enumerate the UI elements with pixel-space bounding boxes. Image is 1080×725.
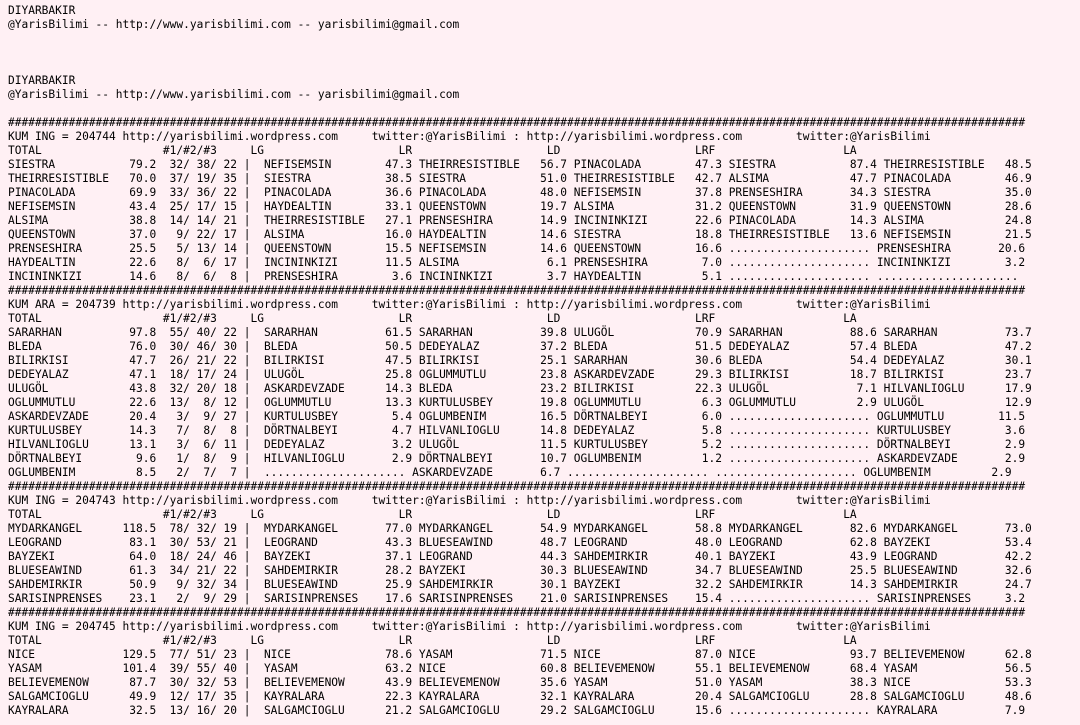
contact-line: @YarisBilimi -- http://www.yarisbilimi.com -- yarisbilimi@gmail.com bbox=[8, 18, 460, 31]
ranking-row: LEOGRAND 83.1 30/ 53/ 21 | LEOGRAND 43.3 BLUESEAWIND 48.7 LEOGRAND 48.0 LEOGRAND 62.8 BAYZEKI 53.4 bbox=[8, 536, 1032, 549]
ranking-row: KAYRALARA 32.5 13/ 16/ 20 | SALGAMCIOGLU 21.2 SALGAMCIOGLU 29.2 SALGAMCIOGLU 15.6 ..................... KAYRALARA 7.9 bbox=[8, 704, 1026, 717]
ranking-row: OGLUMMUTLU 22.6 13/ 8/ 12 | OGLUMMUTLU 13.3 KURTULUSBEY 19.8 OGLUMMUTLU 6.3 OGLUMMUTLU 2.9 ULUGÖL 12.9 bbox=[8, 396, 1032, 409]
race-header-line: KUM ING = 204745 http://yarisbilimi.wordpress.com twitter:@YarisBilimi : http://yarisbilimi.wordpress.com twitter:@YarisBilimi bbox=[8, 620, 931, 633]
race-header-line: KUM ING = 204743 http://yarisbilimi.wordpress.com twitter:@YarisBilimi : http://yarisbilimi.wordpress.com twitter:@YarisBilimi bbox=[8, 494, 931, 507]
column-header-line: TOTAL #1/#2/#3 LG LR LD LRF LA bbox=[8, 508, 857, 521]
ranking-row: BAYZEKI 64.0 18/ 24/ 46 | BAYZEKI 37.1 LEOGRAND 44.3 SAHDEMIRKIR 40.1 BAYZEKI 43.9 LEOGRAND 42.2 bbox=[8, 550, 1032, 563]
ranking-row: INCININKIZI 14.6 8/ 6/ 8 | PRENSESHIRA 3.6 INCININKIZI 3.7 HAYDEALTIN 5.1 ..................... ..................... bbox=[8, 270, 1019, 283]
separator-line: ####################################################################################################################################################### bbox=[8, 480, 1026, 493]
ranking-row: PINACOLADA 69.9 33/ 36/ 22 | PINACOLADA 36.6 PINACOLADA 48.0 NEFISEMSIN 37.8 PRENSESHIRA 34.3 SIESTRA 35.0 bbox=[8, 186, 1032, 199]
ranking-row: NICE 129.5 77/ 51/ 23 | NICE 78.6 YASAM 71.5 NICE 87.0 NICE 93.7 BELIEVEMENOW 62.8 bbox=[8, 648, 1032, 661]
ranking-row: SAHDEMIRKIR 50.9 9/ 32/ 34 | BLUESEAWIND 25.9 SAHDEMIRKIR 30.1 BAYZEKI 32.2 SAHDEMIRKIR 14.3 SAHDEMIRKIR 24.7 bbox=[8, 578, 1032, 591]
separator-line: ####################################################################################################################################################### bbox=[8, 606, 1026, 619]
ranking-row: ALSIMA 38.8 14/ 14/ 21 | THEIRRESISTIBLE 27.1 PRENSESHIRA 14.9 INCININKIZI 22.6 PINACOLADA 14.3 ALSIMA 24.8 bbox=[8, 214, 1032, 227]
blank-line bbox=[8, 32, 1080, 46]
ranking-row: BLEDA 76.0 30/ 46/ 30 | BLEDA 50.5 DEDEYALAZ 37.2 BLEDA 51.5 DEDEYALAZ 57.4 BLEDA 47.2 bbox=[8, 340, 1032, 353]
ranking-row: QUEENSTOWN 37.0 9/ 22/ 17 | ALSIMA 16.0 HAYDEALTIN 14.6 SIESTRA 18.8 THEIRRESISTIBLE 13.6 NEFISEMSIN 21.5 bbox=[8, 228, 1032, 241]
blank-line bbox=[8, 102, 1080, 116]
ranking-row: ASKARDEVZADE 20.4 3/ 9/ 27 | KURTULUSBEY 5.4 OGLUMBENIM 16.5 DÖRTNALBEYI 6.0 ..................... OGLUMMUTLU 11.5 bbox=[8, 410, 1026, 423]
ranking-row: DÖRTNALBEYI 9.6 1/ 8/ 9 | HILVANLIOGLU 2.9 DÖRTNALBEYI 10.7 OGLUMBENIM 1.2 ..................... ASKARDEVZADE 2.9 bbox=[8, 452, 1026, 465]
ranking-row: HAYDEALTIN 22.6 8/ 6/ 17 | INCININKIZI 11.5 ALSIMA 6.1 PRENSESHIRA 7.0 ..................... INCININKIZI 3.2 bbox=[8, 256, 1026, 269]
separator-line: ####################################################################################################################################################### bbox=[8, 284, 1026, 297]
ranking-row: NEFISEMSIN 43.4 25/ 17/ 15 | HAYDEALTIN 33.1 QUEENSTOWN 19.7 ALSIMA 31.2 QUEENSTOWN 31.9 QUEENSTOWN 28.6 bbox=[8, 200, 1032, 213]
column-header-line: TOTAL #1/#2/#3 LG LR LD LRF LA bbox=[8, 634, 857, 647]
blank-line bbox=[8, 46, 1080, 60]
blank-line bbox=[8, 60, 1080, 74]
ranking-row: MYDARKANGEL 118.5 78/ 32/ 19 | MYDARKANGEL 77.0 MYDARKANGEL 54.9 MYDARKANGEL 58.8 MYDARKANGEL 82.6 MYDARKANGEL 73.0 bbox=[8, 522, 1032, 535]
ranking-row: BILIRKISI 47.7 26/ 21/ 22 | BILIRKISI 47.5 BILIRKISI 25.1 SARARHAN 30.6 BLEDA 54.4 DEDEYALAZ 30.1 bbox=[8, 354, 1032, 367]
ranking-row: KURTULUSBEY 14.3 7/ 8/ 8 | DÖRTNALBEYI 4.7 HILVANLIOGLU 14.8 DEDEYALAZ 5.8 ..................... KURTULUSBEY 3.6 bbox=[8, 424, 1026, 437]
column-header-line: TOTAL #1/#2/#3 LG LR LD LRF LA bbox=[8, 144, 857, 157]
contact-line: @YarisBilimi -- http://www.yarisbilimi.com -- yarisbilimi@gmail.com bbox=[8, 88, 460, 101]
ranking-row: YASAM 101.4 39/ 55/ 40 | YASAM 63.2 NICE 60.8 BELIEVEMENOW 55.1 BELIEVEMENOW 68.4 YASAM 56.5 bbox=[8, 662, 1032, 675]
separator-line: ####################################################################################################################################################### bbox=[8, 116, 1026, 129]
report-document bbox=[8, 4, 1080, 718]
ranking-row: PRENSESHIRA 25.5 5/ 13/ 14 | QUEENSTOWN 15.5 NEFISEMSIN 14.6 QUEENSTOWN 16.6 ..................... PRENSESHIRA 20.6 bbox=[8, 242, 1026, 255]
ranking-row: OGLUMBENIM 8.5 2/ 7/ 7 | ..................... ASKARDEVZADE 6.7 ..................... ..................... OGLUMBENIM 2.9 bbox=[8, 466, 1012, 479]
ranking-row: THEIRRESISTIBLE 70.0 37/ 19/ 35 | SIESTRA 38.5 SIESTRA 51.0 THEIRRESISTIBLE 42.7 ALSIMA 47.7 PINACOLADA 46.9 bbox=[8, 172, 1032, 185]
race-header-line: KUM ARA = 204739 http://yarisbilimi.wordpress.com twitter:@YarisBilimi : http://yarisbilimi.wordpress.com twitter:@YarisBilimi bbox=[8, 298, 931, 311]
ranking-row: BELIEVEMENOW 87.7 30/ 32/ 53 | BELIEVEMENOW 43.9 BELIEVEMENOW 35.6 YASAM 51.0 YASAM 38.3 NICE 53.3 bbox=[8, 676, 1032, 689]
ranking-row: SARARHAN 97.8 55/ 40/ 22 | SARARHAN 61.5 SARARHAN 39.8 ULUGÖL 70.9 SARARHAN 88.6 SARARHAN 73.7 bbox=[8, 326, 1032, 339]
city-title: DIYARBAKIR bbox=[8, 74, 76, 87]
ranking-row: ULUGÖL 43.8 32/ 20/ 18 | ASKARDEVZADE 14.3 BLEDA 23.2 BILIRKISI 22.3 ULUGÖL 7.1 HILVANLIOGLU 17.9 bbox=[8, 382, 1032, 395]
ranking-row: SALGAMCIOGLU 49.9 12/ 17/ 35 | KAYRALARA 22.3 KAYRALARA 32.1 KAYRALARA 20.4 SALGAMCIOGLU 28.8 SALGAMCIOGLU 48.6 bbox=[8, 690, 1032, 703]
ranking-row: DEDEYALAZ 47.1 18/ 17/ 24 | ULUGÖL 25.8 OGLUMMUTLU 23.8 ASKARDEVZADE 29.3 BILIRKISI 18.7 BILIRKISI 23.7 bbox=[8, 368, 1032, 381]
race-header-line: KUM ING = 204744 http://yarisbilimi.wordpress.com twitter:@YarisBilimi : http://yarisbilimi.wordpress.com twitter:@YarisBilimi bbox=[8, 130, 931, 143]
column-header-line: TOTAL #1/#2/#3 LG LR LD LRF LA bbox=[8, 312, 857, 325]
city-title: DIYARBAKIR bbox=[8, 4, 76, 17]
ranking-row: SIESTRA 79.2 32/ 38/ 22 | NEFISEMSIN 47.3 THEIRRESISTIBLE 56.7 PINACOLADA 47.3 SIESTRA 87.4 THEIRRESISTIBLE 48.5 bbox=[8, 158, 1032, 171]
ranking-row: BLUESEAWIND 61.3 34/ 21/ 22 | SAHDEMIRKIR 28.2 BAYZEKI 30.3 BLUESEAWIND 34.7 BLUESEAWIND 25.5 BLUESEAWIND 32.6 bbox=[8, 564, 1032, 577]
ranking-row: HILVANLIOGLU 13.1 3/ 6/ 11 | DEDEYALAZ 3.2 ULUGÖL 11.5 KURTULUSBEY 5.2 ..................... DÖRTNALBEYI 2.9 bbox=[8, 438, 1026, 451]
ranking-row: SARISINPRENSES 23.1 2/ 9/ 29 | SARISINPRENSES 17.6 SARISINPRENSES 21.0 SARISINPRENSES 15.4 ..................... SARISINPRENSES 3.2 bbox=[8, 592, 1026, 605]
